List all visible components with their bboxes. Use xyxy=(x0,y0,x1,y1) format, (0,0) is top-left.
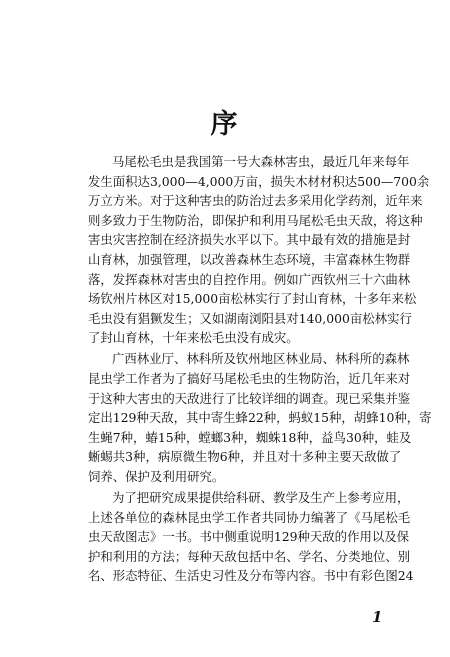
text-line: 饲养、保护及利用研究。 xyxy=(88,469,225,484)
preface-body xyxy=(88,152,432,588)
text-line: 生蝇7种，蝽15种，螳螂3种，蜘蛛18种，益鸟30种，蛙及 xyxy=(88,429,412,445)
text-line: 万立方米。对于这种害虫的防治过去多采用化学药剂，近年来 xyxy=(88,193,423,209)
page-title: 序 xyxy=(210,109,240,140)
text-line: 了封山育林，十年来松毛虫没有成灾。 xyxy=(88,330,299,346)
text-line: 山育林，加强管理，以改善森林生态环境，丰富森林生物群 xyxy=(88,251,411,267)
text-line: 定出129种天敌，其中寄生蜂22种，蚂蚁15种，胡蜂10种，寄 xyxy=(88,410,432,426)
page-number: 1 xyxy=(372,608,383,626)
text-line: 昆虫学工作者为了搞好马尾松毛虫的生物防治，近几年来对 xyxy=(88,371,411,387)
text-line: 为了把研究成果提供给科研、教学及生产上参考应用， xyxy=(112,490,410,506)
text-line: 名、形态特征、生活史习性及分布等内容。书中有彩色图24 xyxy=(88,568,414,584)
text-line: 广西林业厅、林科所及钦州地区林业局、林科所的森林 xyxy=(112,351,410,367)
text-line: 害虫灾害控制在经济损失水平以下。其中最有效的措施是封 xyxy=(88,232,411,248)
text-line: 虫天敌图志》一书。书中侧重说明129种天敌的作用以及保 xyxy=(88,529,410,545)
paragraph-1 xyxy=(88,152,430,348)
text-line: 蜥蜴共3种，病原微生物6种，并且对十多种主要天敌做了 xyxy=(88,449,402,465)
text-line: 场钦州片林区对15,000亩松林实行了封山育林，十多年来松 xyxy=(88,291,417,307)
text-line: 上述各单位的森林昆虫学工作者共同协力编著了《马尾松毛 xyxy=(88,509,411,525)
paragraph-3 xyxy=(88,488,414,586)
text-line: 护和利用的方法；每种天敌包括中名、学名、分类地位、别 xyxy=(88,548,411,564)
text-line: 马尾松毛虫是我国第一号大森林害虫，最近几年来每年 xyxy=(112,154,410,169)
text-line: 毛虫没有猖獗发生；又如湖南浏阳县对140,000亩松林实行 xyxy=(88,310,412,326)
text-line: 落，发挥森林对害虫的自控作用。例如广西钦州三十六曲林 xyxy=(88,271,411,287)
paragraph-2 xyxy=(88,349,432,486)
text-line: 于这种大害虫的天敌进行了比较详细的调查。现已采集并鉴 xyxy=(88,390,411,406)
text-line: 发生面积达3,000—4,000万亩，损失木材材积达500—700余 xyxy=(88,173,430,189)
text-line: 则多致力于生物防治，即保护和利用马尾松毛虫天敌，将这种 xyxy=(88,212,423,228)
